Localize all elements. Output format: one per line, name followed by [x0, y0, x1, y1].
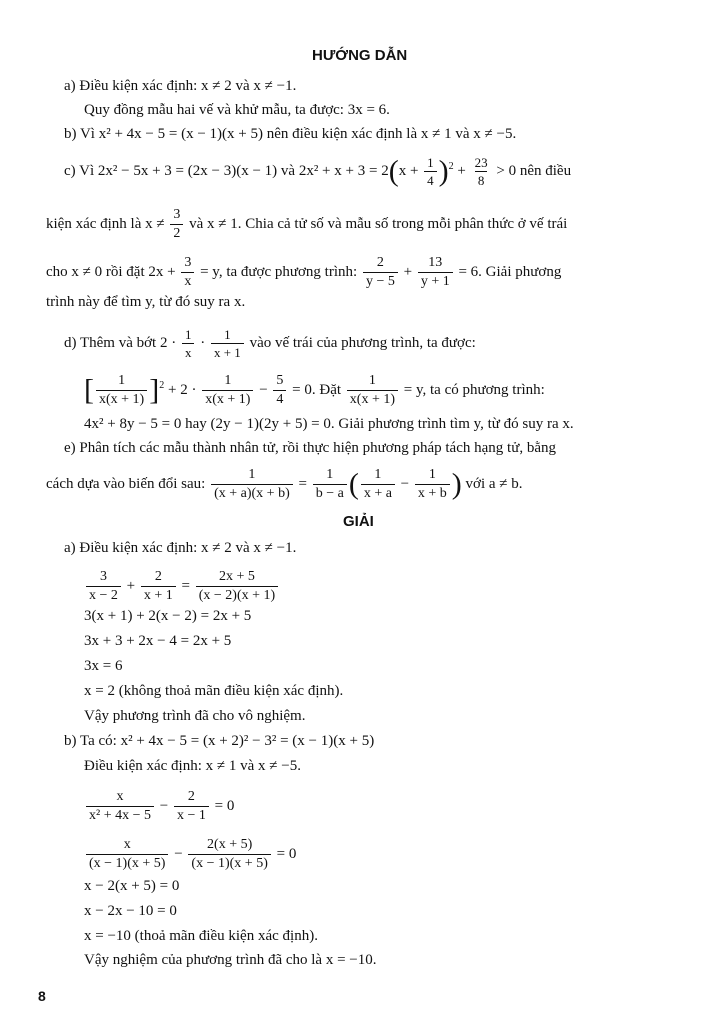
fraction: [418, 256, 453, 289]
numerator: 2x + 5: [219, 569, 255, 584]
numerator: 1: [326, 467, 334, 482]
guide-c-inner: x +: [398, 162, 419, 179]
equals-zero: = 0: [276, 845, 297, 862]
fraction: [361, 468, 395, 501]
numerator: 3: [184, 255, 192, 270]
equals-sign: =: [181, 577, 190, 594]
guide-d2-text-post: = y, ta có phương trình:: [403, 381, 545, 398]
guide-d1-text-pre: d) Thêm và bớt 2 ·: [64, 334, 177, 351]
numerator: 2(x + 5): [207, 837, 253, 852]
denominator: x(x + 1): [96, 390, 147, 407]
denominator: x² + 4x − 5: [86, 806, 154, 823]
denominator: b − a: [313, 484, 347, 501]
denominator: x − 1: [174, 806, 209, 823]
denominator: x + b: [415, 484, 450, 501]
solution-a-line7: Vậy phương trình đã cho vô nghiệm.: [84, 708, 306, 724]
solution-b-line1: b) Ta có: x² + 4x − 5 = (x + 2)² − 3² = (x − 1)(x + 5): [64, 733, 375, 749]
fraction: [363, 256, 398, 289]
guide-heading: HƯỚNG DẪN: [312, 47, 408, 64]
guide-d-line3: 4x² + 8y − 5 = 0 hay (2y − 1)(2y + 5) = 0. Giải phương trình tìm y, từ đó suy ra x.: [84, 416, 574, 432]
right-bracket: ]: [149, 373, 160, 407]
numerator: 1: [224, 373, 232, 388]
numerator: 1: [118, 373, 126, 388]
minus-sign: −: [400, 475, 410, 492]
numerator: 1: [427, 155, 434, 170]
guide-a-line2: Quy đồng mẫu hai vế và khử mẫu, ta được: 3x = 6.: [84, 102, 390, 118]
left-paren: (: [388, 154, 399, 188]
fraction: [174, 790, 209, 823]
guide-e2-text-post: với a ≠ b.: [465, 475, 523, 492]
fraction: [202, 374, 253, 407]
denominator: y + 1: [418, 272, 453, 289]
denominator: x + 1: [141, 586, 176, 603]
numerator: x: [123, 837, 131, 852]
fraction: [188, 838, 270, 871]
numerator: 1: [368, 373, 376, 388]
numerator: 1: [374, 467, 382, 482]
numerator: 2: [187, 789, 195, 804]
guide-c-line2: [46, 208, 567, 241]
plus-sign: +: [457, 162, 466, 179]
guide-d2-text-mid1: + 2 ·: [167, 381, 197, 398]
guide-c3-text-post: = 6. Giải phương: [458, 263, 562, 280]
guide-c-text-post: > 0 nên điều: [496, 162, 572, 179]
fraction: [347, 374, 398, 407]
solution-a-line6: x = 2 (không thoả mãn điều kiện xác định).: [84, 683, 344, 699]
fraction: [170, 208, 183, 241]
plus-sign: +: [403, 263, 413, 280]
fraction: [86, 570, 121, 603]
denominator: (x + a)(x + b): [211, 484, 293, 501]
denominator: (x − 1)(x + 5): [188, 854, 270, 871]
denominator: x − 2: [86, 586, 121, 603]
fraction: [313, 468, 347, 501]
numerator: 2: [154, 569, 162, 584]
denominator: x + 1: [211, 343, 244, 359]
solution-a-line4: 3x + 3 + 2x − 4 = 2x + 5: [84, 633, 232, 649]
solution-b-line5: x − 2(x + 5) = 0: [84, 878, 180, 894]
solution-heading: GIẢI: [343, 513, 374, 530]
guide-b-line1: b) Vì x² + 4x − 5 = (x − 1)(x + 5) nên điều kiện xác định là x ≠ 1 và x ≠ −5.: [64, 126, 517, 142]
fraction: [424, 156, 437, 187]
guide-e-line2: [46, 468, 523, 501]
fraction: [415, 468, 450, 501]
guide-c2-text-pre: kiện xác định là x ≠: [46, 215, 165, 232]
solution-b-line8: Vậy nghiệm của phương trình đã cho là x = −10.: [84, 952, 377, 968]
exponent: 2: [159, 379, 165, 391]
left-bracket: [: [84, 373, 94, 407]
minus-sign: −: [174, 845, 183, 862]
solution-b-line3: [84, 790, 234, 823]
denominator: x(x + 1): [202, 390, 253, 407]
left-paren: (: [348, 467, 359, 501]
page-number: 8: [38, 988, 46, 1004]
equals-sign: =: [298, 475, 307, 492]
solution-b-line7: x = −10 (thoả mãn điều kiện xác định).: [84, 928, 318, 944]
guide-c-line4: trình này để tìm y, từ đó suy ra x.: [46, 294, 246, 310]
solution-b-line4: [84, 838, 296, 871]
denominator: 8: [475, 171, 488, 187]
equals-zero: = 0: [214, 797, 235, 814]
minus-sign: −: [159, 797, 169, 814]
guide-e2-text-pre: cách dựa vào biến đổi sau:: [46, 475, 206, 492]
fraction: [211, 468, 293, 501]
guide-c2-text-post: và x ≠ 1. Chia cả tử số và mẫu số trong mỗi phân thức ở vế trái: [189, 215, 568, 232]
denominator: (x − 1)(x + 5): [86, 854, 168, 871]
solution-a-line1: a) Điều kiện xác định: x ≠ 2 và x ≠ −1.: [64, 540, 297, 556]
numerator: 13: [428, 255, 443, 270]
fraction: [86, 790, 154, 823]
numerator: 2: [376, 255, 384, 270]
exponent: 2: [448, 160, 454, 172]
solution-a-line3: 3(x + 1) + 2(x − 2) = 2x + 5: [84, 608, 252, 624]
denominator: x(x + 1): [347, 390, 398, 407]
guide-c-text-pre: c) Vì 2x² − 5x + 3 = (2x − 3)(x − 1) và 2x² + x + 3 = 2: [64, 162, 389, 179]
fraction: [196, 570, 278, 603]
guide-c-line1: [64, 156, 571, 187]
solution-a-line2: [84, 570, 280, 603]
solution-b-line6: x − 2x − 10 = 0: [84, 903, 177, 919]
numerator: 23: [474, 155, 488, 170]
fraction: [181, 256, 194, 289]
numerator: 1: [184, 327, 192, 342]
numerator: 3: [99, 569, 107, 584]
guide-d-line2: [84, 374, 545, 407]
numerator: 3: [173, 207, 181, 222]
denominator: x + a: [361, 484, 395, 501]
guide-d2-text-mid2: = 0. Đặt: [292, 381, 342, 398]
dot-operator: ·: [200, 334, 206, 351]
solution-a-line5: 3x = 6: [84, 658, 123, 674]
guide-e-line1: e) Phân tích các mẫu thành nhân tử, rồi thực hiện phương pháp tách hạng tử, bằng: [64, 440, 556, 456]
denominator: 2: [170, 224, 183, 241]
fraction: [96, 374, 147, 407]
denominator: 4: [273, 390, 286, 407]
right-paren: ): [438, 154, 449, 188]
denominator: x: [181, 272, 194, 289]
fraction: [141, 570, 176, 603]
guide-c3-text-pre: cho x ≠ 0 rồi đặt 2x +: [46, 263, 176, 280]
numerator: 1: [224, 327, 231, 342]
guide-a-line1: a) Điều kiện xác định: x ≠ 2 và x ≠ −1.: [64, 78, 297, 94]
solution-b-line2: Điều kiện xác định: x ≠ 1 và x ≠ −5.: [84, 758, 301, 774]
right-paren: ): [451, 467, 462, 501]
numerator: 1: [248, 467, 256, 482]
denominator: y − 5: [363, 272, 398, 289]
denominator: (x − 2)(x + 1): [196, 586, 278, 603]
fraction: [86, 838, 168, 871]
fraction: [273, 374, 286, 407]
fraction: [211, 328, 244, 359]
fraction: [182, 328, 195, 359]
numerator: 1: [428, 467, 436, 482]
guide-c3-text-mid: = y, ta được phương trình:: [200, 263, 358, 280]
numerator: 5: [276, 373, 284, 388]
guide-d-line1: [64, 328, 476, 359]
fraction: [472, 156, 491, 187]
guide-c-line3: [46, 256, 561, 289]
denominator: x: [182, 343, 195, 359]
numerator: x: [116, 789, 124, 804]
plus-sign: +: [126, 577, 136, 594]
minus-sign: −: [259, 381, 268, 398]
denominator: 4: [424, 171, 437, 187]
guide-d1-text-post: vào vế trái của phương trình, ta được:: [249, 334, 476, 351]
